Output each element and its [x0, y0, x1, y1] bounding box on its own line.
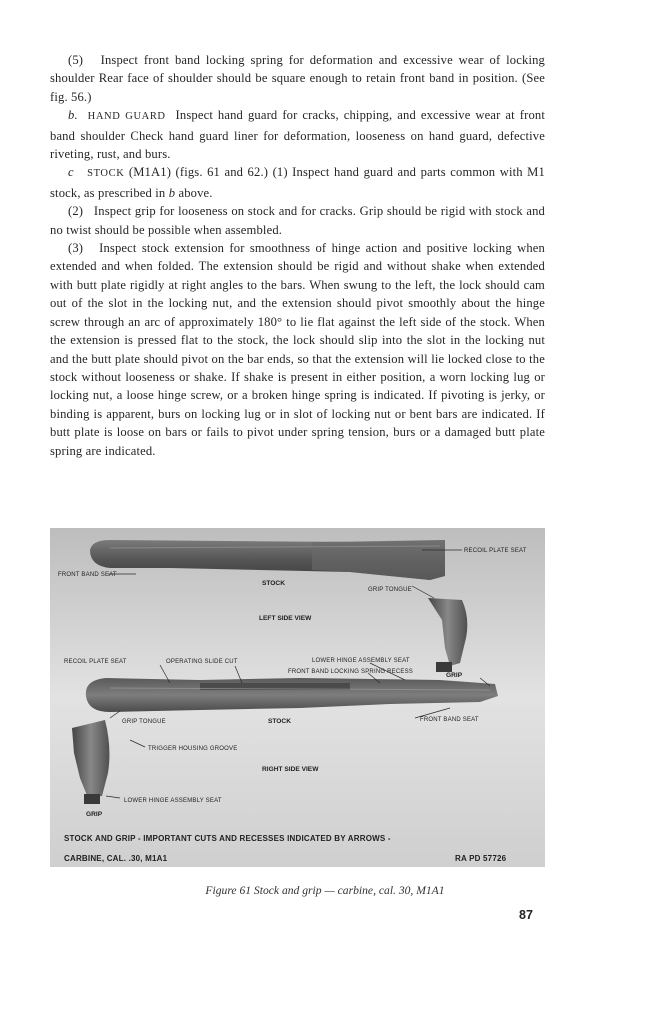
label-front-band-locking-spring-recess: FRONT BAND LOCKING SPRING RECESS: [288, 669, 413, 675]
paragraph-lead: (3): [68, 241, 84, 256]
label-front-band-seat-top: FRONT BAND SEAT: [58, 572, 117, 578]
label-lower-hinge-assembly-seat-top: LOWER HINGE ASSEMBLY SEAT: [312, 658, 410, 664]
figure-caption: Figure 61 Stock and grip — carbine, cal. 30, M1A1: [205, 884, 445, 897]
paragraph-grip: [50, 202, 545, 239]
label-right-side-view: RIGHT SIDE VIEW: [262, 766, 319, 773]
label-front-band-seat-bottom: FRONT BAND SEAT: [420, 717, 479, 723]
paragraph-stock: [50, 163, 545, 202]
paragraph-ref: b: [168, 185, 176, 200]
figure-photo: [50, 528, 545, 867]
banner-title: STOCK AND GRIP - IMPORTANT CUTS AND RECESSES INDICATED BY ARROWS -: [64, 834, 391, 843]
banner-code: RA PD 57726: [455, 854, 507, 863]
label-stock-top: STOCK: [262, 580, 285, 587]
paragraph-heading: HAND GUARD: [87, 111, 166, 123]
paragraph-body: Inspect front band locking spring for deformation and excessive wear of locking shoulder Rear face of shoulder should be square enough to retain front band in position. (See fig. 56.): [50, 53, 545, 104]
paragraph-lead: (2): [68, 204, 84, 219]
label-grip-right: GRIP: [446, 672, 463, 679]
label-operating-slide-cut: OPERATING SLIDE CUT: [166, 659, 238, 665]
paragraph-hand-guard: [50, 106, 545, 163]
paragraph-body: Inspect grip for looseness on stock and for cracks. Grip should be rigid with stock and no twist should be possible when assembled.: [50, 204, 545, 237]
paragraph-lead: (5): [68, 53, 84, 67]
label-grip-tongue-top: GRIP TONGUE: [368, 587, 412, 593]
paragraph-tail: above.: [178, 185, 213, 200]
paragraph-lead: b.: [68, 108, 78, 123]
paragraph-heading: STOCK: [87, 168, 125, 180]
label-grip-tongue-bottom: GRIP TONGUE: [122, 719, 166, 725]
label-left-side-view: LEFT SIDE VIEW: [259, 615, 312, 622]
paragraph-extension: [50, 239, 545, 460]
label-recoil-plate-seat-top: RECOIL PLATE SEAT: [464, 548, 527, 554]
label-stock-bottom: STOCK: [268, 718, 291, 725]
paragraph-lead: c: [68, 165, 74, 180]
page-number: 87: [519, 908, 533, 922]
paragraph-body: Inspect stock extension for smoothness of hinge action and positive locking when extended and when folded. The extension should be rigid and without shake when extended with butt plate rigidly at right angles to the bars. When swung to the left, the lock should cam out of the slot in the locking nut, and the extension should pivot smoothly about the hinge screw through an arc of approximately 180° to lie flat against the left side of the stock. When the extension is pressed flat to the stock, the lock should slip into the slot in the locking nut and the butt plate should pivot on the bar ends, so that the extension will lie locked close to the stock without looseness or shake. If shake is present in either position, a worn locking lug or locking nut, a loose hinge screw, or a broken hinge spring is indicated. If pivoting is jerky, or binding is apparent, burs on locking lug or in slot of locking nut or bent bars are indicated. If butt plate is loose on bars or fails to pivot under spring tension, burs or a damaged butt plate spring are indicated.: [50, 241, 545, 458]
stock-and-grip-illustration: [50, 528, 545, 867]
label-trigger-housing-groove: TRIGGER HOUSING GROOVE: [148, 746, 238, 752]
paragraph-body: (M1A1) (figs. 61 and 62.) (1) Inspect hand guard and parts common with M1 stock, as prescribed in: [50, 165, 545, 200]
label-lower-hinge-assembly-seat-bottom: LOWER HINGE ASSEMBLY SEAT: [124, 798, 222, 804]
body-text: [50, 51, 545, 460]
paragraph-body: Inspect hand guard for cracks, chipping, and excessive wear at front band shoulder Check hand guard liner for deformation, looseness on hand guard, defective riveting, rust, and burs.: [50, 108, 545, 162]
banner-subtitle: CARBINE, CAL. .30, M1A1: [64, 854, 168, 863]
paragraph-5: [50, 51, 545, 106]
label-recoil-plate-seat-left: RECOIL PLATE SEAT: [64, 659, 127, 665]
label-grip-bottom: GRIP: [86, 811, 103, 818]
